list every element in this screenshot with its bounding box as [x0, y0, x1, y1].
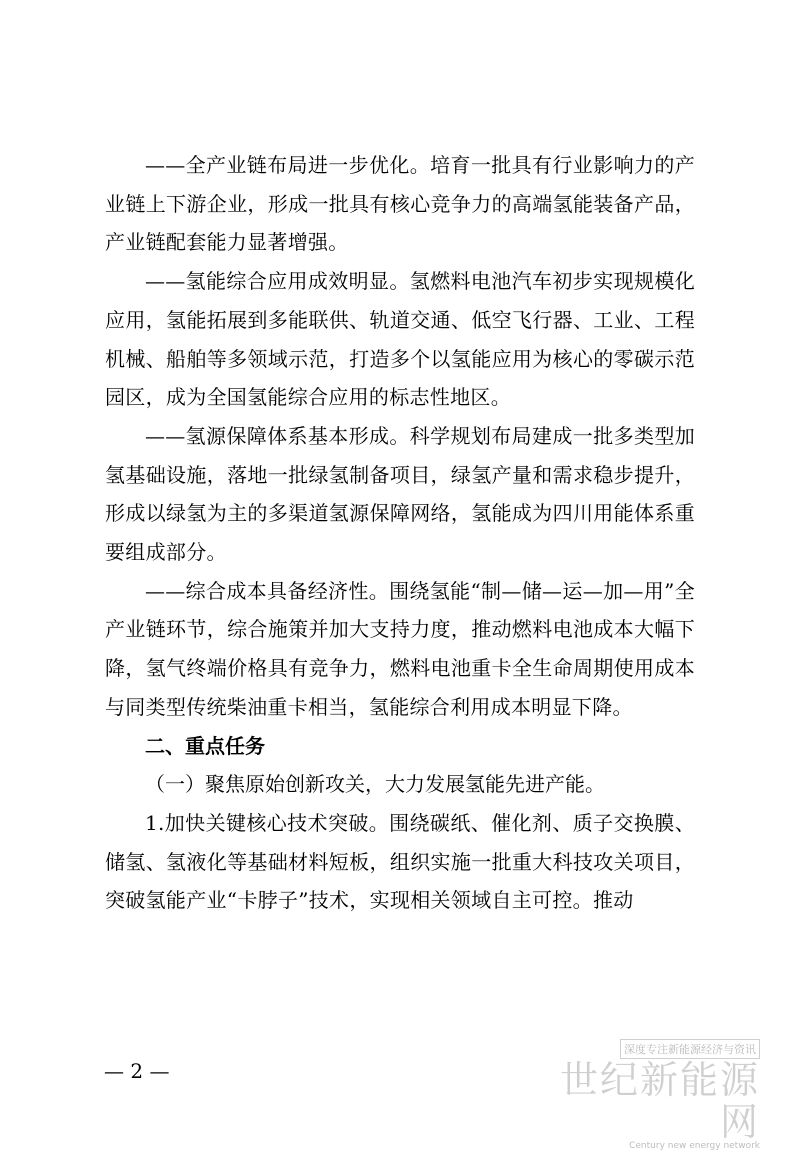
watermark-site-subtitle: Century new energy network [629, 1141, 760, 1151]
subsection-heading-innovation: （一）聚焦原始创新攻关，大力发展氢能先进产能。 [145, 772, 605, 797]
paragraph-core-technology: 1.加快关键核心技术突破。围绕碳纸、催化剂、质子交换膜、储氢、氢液化等基础材料短板，组织实施一批重大科技攻关项目，突破氢能产业“卡脖子”技术，实现相关领域自主可控。推动 [105, 810, 695, 913]
watermark-logo [560, 1038, 761, 1151]
paragraph-cost-economy: ——综合成本具备经济性。围绕氢能“制—储—运—加—用”全产业链环节，综合施策并加大支持力度，推动燃料电池成本大幅下降，氢气终端价格具有竞争力，燃料电池重卡全生命周期使用成本与同类型传统柴油重卡相当，氢能综合利用成本明显下降。 [105, 578, 695, 719]
paragraph-industry-chain: ——全产业链布局进一步优化。培育一批具有行业影响力的产业链上下游企业，形成一批具有核心竞争力的高端氢能装备产品，产业链配套能力显著增强。 [105, 153, 695, 255]
paragraph-hydrogen-application: ——氢能综合应用成效明显。氢燃料电池汽车初步实现规模化应用，氢能拓展到多能联供、轨道交通、低空飞行器、工业、工程机械、船舶等多领域示范，打造多个以氢能应用为核心的零碳示范园区，成为全国氢能综合应用的标志性地区。 [105, 269, 695, 410]
document-body [105, 146, 695, 920]
page-number: — 2 — [104, 1059, 170, 1083]
watermark-site-name: 世纪新能源网 [560, 1058, 761, 1144]
paragraph-hydrogen-supply: ——氢源保障体系基本形成。科学规划布局建成一批多类型加氢基础设施，落地一批绿氢制备项目，绿氢产量和需求稳步提升，形成以绿氢为主的多渠道氢源保障网络，氢能成为四川用能体系重要组成部分。 [105, 423, 695, 565]
section-heading-key-tasks: 二、重点任务 [145, 733, 265, 758]
watermark-tagline: 深度专注新能源经济与资讯 [620, 1039, 760, 1059]
